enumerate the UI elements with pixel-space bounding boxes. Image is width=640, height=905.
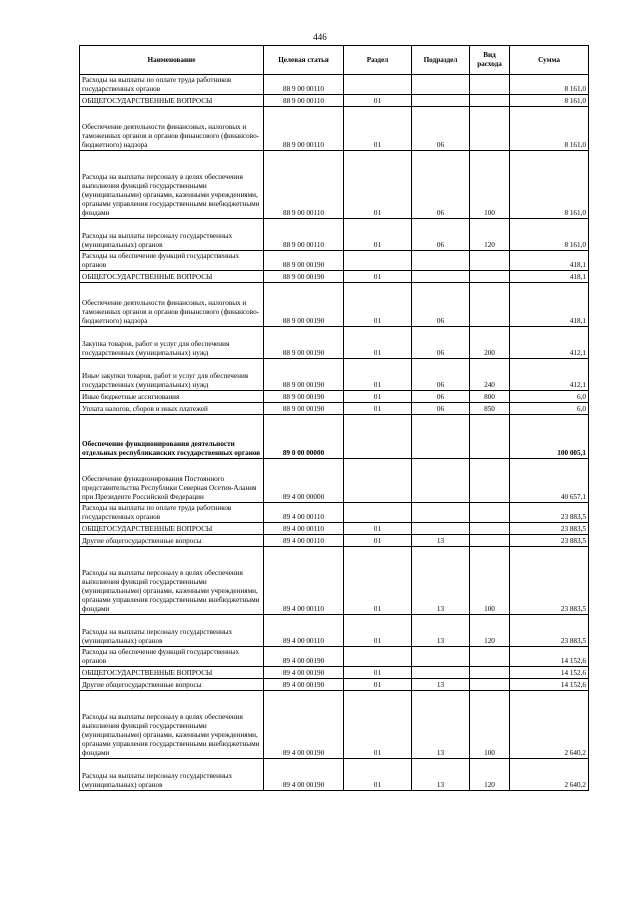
table-row bbox=[80, 283, 589, 327]
cell-name: ОБЩЕГОСУДАРСТВЕННЫЕ ВОПРОСЫ bbox=[80, 523, 264, 535]
cell-subsection bbox=[412, 459, 470, 503]
cell-section: 01 bbox=[344, 535, 412, 547]
cell-sum: 6,0 bbox=[510, 403, 589, 415]
cell-name: Другие общегосударственные вопросы bbox=[80, 535, 264, 547]
table-header-row bbox=[80, 46, 589, 75]
cell-type bbox=[470, 523, 510, 535]
cell-subsection: 13 bbox=[412, 535, 470, 547]
cell-type bbox=[470, 271, 510, 283]
cell-sum: 23 883,5 bbox=[510, 503, 589, 523]
table-row bbox=[80, 759, 589, 791]
cell-target: 88 9 00 00190 bbox=[264, 359, 344, 391]
cell-target: 88 9 00 00110 bbox=[264, 75, 344, 95]
cell-sum: 412,1 bbox=[510, 327, 589, 359]
cell-name: ОБЩЕГОСУДАРСТВЕННЫЕ ВОПРОСЫ bbox=[80, 271, 264, 283]
header-sum: Сумма bbox=[510, 46, 589, 75]
table-row bbox=[80, 107, 589, 151]
cell-type bbox=[470, 667, 510, 679]
table-row bbox=[80, 647, 589, 667]
cell-subsection bbox=[412, 667, 470, 679]
cell-section: 01 bbox=[344, 107, 412, 151]
cell-section bbox=[344, 415, 412, 459]
cell-name: Расходы на выплаты персоналу в целях обеспечения выполнения функций государственными (муниципальными) органами, казенными учреждениями, органами управления государственными внебюджетными фондами bbox=[80, 547, 264, 615]
cell-name: Другие общегосударственные вопросы bbox=[80, 679, 264, 691]
cell-target: 89 4 00 00110 bbox=[264, 535, 344, 547]
cell-section: 01 bbox=[344, 95, 412, 107]
cell-sum: 412,1 bbox=[510, 359, 589, 391]
cell-section bbox=[344, 647, 412, 667]
table-row bbox=[80, 547, 589, 615]
cell-section: 01 bbox=[344, 403, 412, 415]
cell-subsection: 06 bbox=[412, 403, 470, 415]
cell-target: 89 4 00 00110 bbox=[264, 615, 344, 647]
cell-target: 88 9 00 00190 bbox=[264, 283, 344, 327]
cell-subsection: 06 bbox=[412, 327, 470, 359]
cell-target: 88 9 00 00110 bbox=[264, 95, 344, 107]
table-row bbox=[80, 415, 589, 459]
cell-type: 850 bbox=[470, 403, 510, 415]
cell-sum: 23 883,5 bbox=[510, 547, 589, 615]
table-row bbox=[80, 95, 589, 107]
cell-subsection bbox=[412, 75, 470, 95]
page-number: 446 bbox=[313, 32, 327, 42]
cell-sum: 40 657,1 bbox=[510, 459, 589, 503]
cell-sum: 418,1 bbox=[510, 271, 589, 283]
cell-section: 01 bbox=[344, 667, 412, 679]
cell-sum: 418,1 bbox=[510, 283, 589, 327]
cell-target: 88 9 00 00110 bbox=[264, 151, 344, 219]
cell-sum: 23 883,5 bbox=[510, 523, 589, 535]
cell-subsection: 06 bbox=[412, 283, 470, 327]
cell-type bbox=[470, 95, 510, 107]
cell-section: 01 bbox=[344, 151, 412, 219]
cell-name: Расходы на обеспечение функций государственных органов bbox=[80, 251, 264, 271]
cell-subsection: 13 bbox=[412, 759, 470, 791]
table-row bbox=[80, 615, 589, 647]
cell-section: 01 bbox=[344, 359, 412, 391]
cell-target: 88 9 00 00190 bbox=[264, 251, 344, 271]
cell-type bbox=[470, 459, 510, 503]
cell-sum: 8 161,0 bbox=[510, 75, 589, 95]
cell-subsection bbox=[412, 647, 470, 667]
cell-type: 100 bbox=[470, 547, 510, 615]
cell-sum: 8 161,0 bbox=[510, 151, 589, 219]
cell-type: 100 bbox=[470, 151, 510, 219]
cell-target: 89 4 00 00110 bbox=[264, 523, 344, 535]
cell-target: 89 4 00 00190 bbox=[264, 691, 344, 759]
cell-sum: 14 152,6 bbox=[510, 667, 589, 679]
cell-type bbox=[470, 679, 510, 691]
cell-target: 89 4 00 00190 bbox=[264, 647, 344, 667]
cell-subsection: 06 bbox=[412, 391, 470, 403]
cell-section: 01 bbox=[344, 759, 412, 791]
cell-sum: 2 640,2 bbox=[510, 759, 589, 791]
cell-type bbox=[470, 75, 510, 95]
budget-table bbox=[79, 45, 589, 791]
cell-sum: 418,1 bbox=[510, 251, 589, 271]
cell-type: 120 bbox=[470, 615, 510, 647]
table-row bbox=[80, 327, 589, 359]
cell-subsection: 13 bbox=[412, 547, 470, 615]
table-row bbox=[80, 75, 589, 95]
cell-section bbox=[344, 503, 412, 523]
cell-type bbox=[470, 107, 510, 151]
table-row bbox=[80, 691, 589, 759]
header-section: Раздел bbox=[344, 46, 412, 75]
cell-target: 89 4 00 00190 bbox=[264, 667, 344, 679]
cell-target: 89 0 00 00000 bbox=[264, 415, 344, 459]
cell-type: 100 bbox=[470, 691, 510, 759]
cell-subsection bbox=[412, 271, 470, 283]
cell-sum: 14 152,6 bbox=[510, 679, 589, 691]
cell-name: ОБЩЕГОСУДАРСТВЕННЫЕ ВОПРОСЫ bbox=[80, 95, 264, 107]
cell-name: Расходы на обеспечение функций государственных органов bbox=[80, 647, 264, 667]
cell-type: 800 bbox=[470, 391, 510, 403]
cell-subsection bbox=[412, 523, 470, 535]
cell-target: 89 4 00 00190 bbox=[264, 759, 344, 791]
cell-name: Обеспечение функционирования Постоянного представительства Республики Северная Осетия-Алания при Президенте Российской Федерации bbox=[80, 459, 264, 503]
cell-section: 01 bbox=[344, 523, 412, 535]
cell-sum: 100 005,1 bbox=[510, 415, 589, 459]
cell-name: Обеспечение функционирования деятельности отдельных республиканских государственных органов bbox=[80, 415, 264, 459]
cell-name: Обеспечение деятельности финансовых, налоговых и таможенных органов и органов финансового (финансово-бюджетного) надзора bbox=[80, 283, 264, 327]
cell-subsection: 06 bbox=[412, 107, 470, 151]
cell-sum: 8 161,0 bbox=[510, 107, 589, 151]
cell-section: 01 bbox=[344, 679, 412, 691]
table-row bbox=[80, 219, 589, 251]
cell-target: 89 4 00 00110 bbox=[264, 503, 344, 523]
cell-type: 240 bbox=[470, 359, 510, 391]
cell-subsection bbox=[412, 251, 470, 271]
header-type: Вид расхода bbox=[470, 46, 510, 75]
cell-section: 01 bbox=[344, 219, 412, 251]
cell-section bbox=[344, 459, 412, 503]
table-row bbox=[80, 459, 589, 503]
cell-sum: 8 161,0 bbox=[510, 95, 589, 107]
cell-sum: 2 640,2 bbox=[510, 691, 589, 759]
table-row bbox=[80, 403, 589, 415]
cell-sum: 6,0 bbox=[510, 391, 589, 403]
cell-name: Иные закупки товаров, работ и услуг для обеспечения государственных (муниципальных) нужд bbox=[80, 359, 264, 391]
cell-type: 200 bbox=[470, 327, 510, 359]
cell-type: 120 bbox=[470, 219, 510, 251]
table-row bbox=[80, 251, 589, 271]
cell-subsection: 06 bbox=[412, 359, 470, 391]
cell-section: 01 bbox=[344, 691, 412, 759]
cell-subsection bbox=[412, 415, 470, 459]
cell-type bbox=[470, 503, 510, 523]
cell-section: 01 bbox=[344, 327, 412, 359]
cell-name: Расходы на выплаты персоналу государственных (муниципальных) органов bbox=[80, 615, 264, 647]
cell-name: Уплата налогов, сборов и иных платежей bbox=[80, 403, 264, 415]
cell-name: Обеспечение деятельности финансовых, налоговых и таможенных органов и органов финансового (финансово-бюджетного) надзора bbox=[80, 107, 264, 151]
table-row bbox=[80, 271, 589, 283]
cell-subsection bbox=[412, 503, 470, 523]
cell-subsection: 13 bbox=[412, 679, 470, 691]
cell-target: 89 4 00 00000 bbox=[264, 459, 344, 503]
cell-section: 01 bbox=[344, 391, 412, 403]
cell-target: 89 4 00 00190 bbox=[264, 679, 344, 691]
cell-name: Расходы на выплаты по оплате труда работников государственных органов bbox=[80, 75, 264, 95]
cell-type: 120 bbox=[470, 759, 510, 791]
cell-subsection: 06 bbox=[412, 151, 470, 219]
cell-sum: 23 883,5 bbox=[510, 615, 589, 647]
cell-section: 01 bbox=[344, 547, 412, 615]
cell-name: Расходы на выплаты персоналу государственных (муниципальных) органов bbox=[80, 219, 264, 251]
cell-section: 01 bbox=[344, 283, 412, 327]
table-row bbox=[80, 503, 589, 523]
cell-name: Расходы на выплаты персоналу в целях обеспечения выполнения функций государственными (муниципальными) органами, казенными учреждениями, органами управления государственными внебюджетными фондами bbox=[80, 151, 264, 219]
cell-name: Закупка товаров, работ и услуг для обеспечения государственных (муниципальных) нужд bbox=[80, 327, 264, 359]
cell-section bbox=[344, 251, 412, 271]
cell-sum: 23 883,5 bbox=[510, 535, 589, 547]
header-name: Наименование bbox=[80, 46, 264, 75]
cell-sum: 14 152,6 bbox=[510, 647, 589, 667]
table-row bbox=[80, 523, 589, 535]
cell-target: 88 9 00 00190 bbox=[264, 271, 344, 283]
cell-name: ОБЩЕГОСУДАРСТВЕННЫЕ ВОПРОСЫ bbox=[80, 667, 264, 679]
cell-type bbox=[470, 535, 510, 547]
header-target: Целевая статья bbox=[264, 46, 344, 75]
cell-subsection: 06 bbox=[412, 219, 470, 251]
cell-name: Расходы на выплаты по оплате труда работников государственных органов bbox=[80, 503, 264, 523]
cell-section: 01 bbox=[344, 271, 412, 283]
cell-target: 89 4 00 00110 bbox=[264, 547, 344, 615]
table-row bbox=[80, 151, 589, 219]
cell-section: 01 bbox=[344, 615, 412, 647]
cell-name: Иные бюджетные ассигнования bbox=[80, 391, 264, 403]
cell-subsection bbox=[412, 95, 470, 107]
cell-type bbox=[470, 283, 510, 327]
cell-subsection: 13 bbox=[412, 615, 470, 647]
cell-subsection: 13 bbox=[412, 691, 470, 759]
cell-type bbox=[470, 647, 510, 667]
cell-target: 88 9 00 00110 bbox=[264, 107, 344, 151]
cell-section bbox=[344, 75, 412, 95]
cell-target: 88 9 00 00190 bbox=[264, 327, 344, 359]
cell-sum: 8 161,0 bbox=[510, 219, 589, 251]
table-row bbox=[80, 359, 589, 391]
cell-target: 88 9 00 00190 bbox=[264, 391, 344, 403]
table-row bbox=[80, 535, 589, 547]
cell-name: Расходы на выплаты персоналу в целях обеспечения выполнения функций государственными (муниципальными) органами, казенными учреждениями, органами управления государственными внебюджетными фондами bbox=[80, 691, 264, 759]
cell-target: 88 9 00 00190 bbox=[264, 403, 344, 415]
table-row bbox=[80, 679, 589, 691]
cell-type bbox=[470, 415, 510, 459]
header-subsection: Подраздел bbox=[412, 46, 470, 75]
cell-name: Расходы на выплаты персоналу государственных (муниципальных) органов bbox=[80, 759, 264, 791]
cell-target: 88 9 00 00110 bbox=[264, 219, 344, 251]
cell-type bbox=[470, 251, 510, 271]
table-row bbox=[80, 667, 589, 679]
table-row bbox=[80, 391, 589, 403]
